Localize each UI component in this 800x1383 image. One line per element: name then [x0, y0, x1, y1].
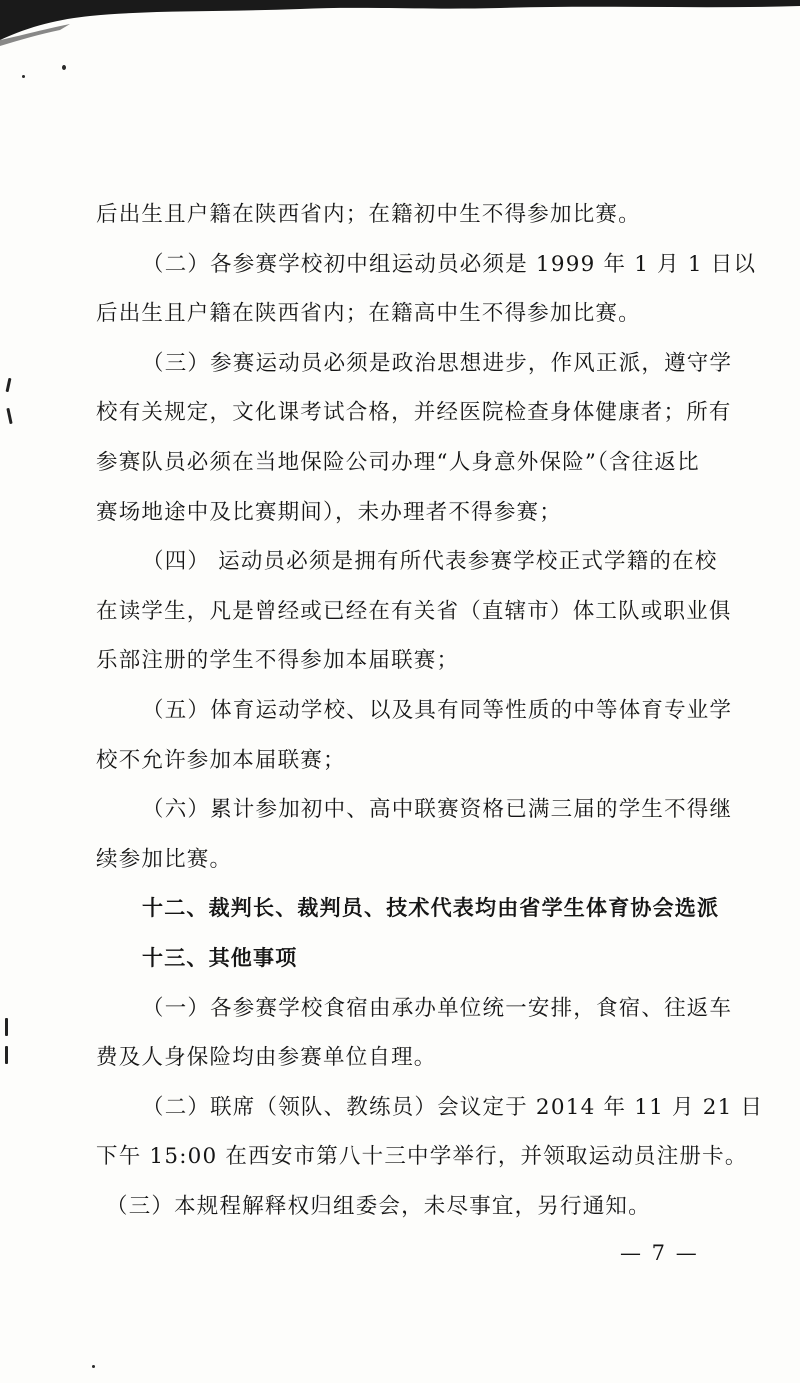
- margin-mark: [6, 378, 12, 392]
- text-line: 在读学生，凡是曾经或已经在有关省（直辖市）体工队或职业俱: [96, 598, 732, 624]
- text-line: 费及人身保险均由参赛单位自理。: [96, 1045, 437, 1071]
- text-line: （四） 运动员必须是拥有所代表参赛学校正式学籍的在校: [142, 549, 718, 575]
- text-line: 乐部注册的学生不得参加本届联赛；: [96, 648, 460, 674]
- text-line: （一）各参赛学校食宿由承办单位统一安排，食宿、往返车: [142, 995, 733, 1021]
- margin-mark: [5, 1046, 8, 1064]
- text-line: （三）本规程解释权归组委会，未尽事宜，另行通知。: [106, 1193, 651, 1219]
- text-line: （三）参赛运动员必须是政治思想进步，作风正派，遵守学: [142, 350, 733, 376]
- text-line: （五）体育运动学校、以及具有同等性质的中等体育专业学: [142, 697, 733, 723]
- scan-speck: [22, 75, 25, 78]
- text-line: 参赛队员必须在当地保险公司办理“人身意外保险”（含往返比: [96, 449, 700, 475]
- page-number: — 7 —: [620, 1241, 699, 1265]
- text-line: （六）累计参加初中、高中联赛资格已满三届的学生不得继: [142, 797, 733, 823]
- text-line: （二）各参赛学校初中组运动员必须是 1999 年 1 月 1 日以: [142, 251, 757, 277]
- margin-mark: [5, 1018, 8, 1036]
- section-heading: 十二、裁判长、裁判员、技术代表均由省学生体育协会选派: [142, 896, 720, 921]
- text-line: 续参加比赛。: [96, 846, 233, 872]
- scan-top-border: [0, 0, 800, 60]
- margin-mark: [6, 408, 12, 424]
- text-line: 校不允许参加本届联赛；: [96, 747, 346, 773]
- text-line: 校有关规定，文化课考试合格，并经医院检查身体健康者；所有: [96, 400, 732, 426]
- section-heading: 十三、其他事项: [142, 945, 298, 970]
- scan-speck: [62, 65, 66, 70]
- scan-speck: [92, 1365, 95, 1368]
- text-line: （二）联席（领队、教练员）会议定于 2014 年 11 月 21 日: [142, 1094, 764, 1120]
- text-line: 下午 15:00 在西安市第八十三中学举行，并领取运动员注册卡。: [96, 1144, 748, 1170]
- text-line: 后出生且户籍在陕西省内；在籍初中生不得参加比赛。: [96, 202, 641, 227]
- text-line: 后出生且户籍在陕西省内；在籍高中生不得参加比赛。: [96, 301, 641, 327]
- document-body: [96, 190, 764, 1231]
- text-line: 赛场地途中及比赛期间），未办理者不得参赛；: [96, 499, 562, 525]
